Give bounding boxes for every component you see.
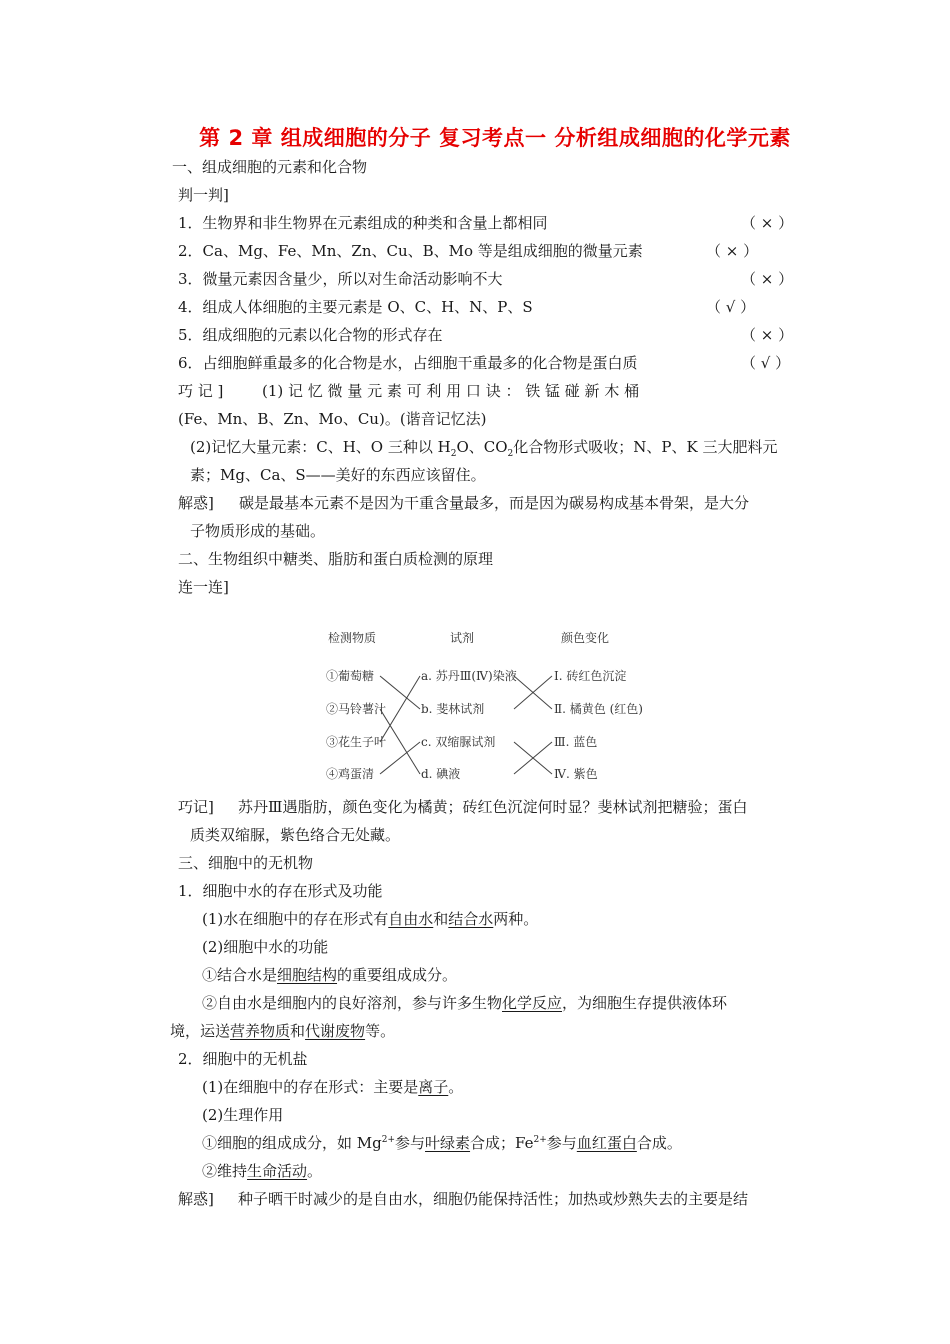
judge-mark-5: （ × ） [741,326,794,344]
mnemonic-2-line-2: 质类双缩脲，紫色络合无处藏。 [190,826,401,844]
puzzle-1-line-1: 碳是最基本元素不是因为干重含量最多，而是因为碳易构成基本骨架，是大分 [239,494,750,512]
mnemonic-1-line-3: (2)记忆大量元素：C、H、O 三种以 $H_2O$、$CO_2$化合物形式吸收；N、P、K 三大肥料元 [190,438,778,459]
substance-3: ③花生子叶 [326,735,387,749]
judge-item-5: 5．组成细胞的元素以化合物的形式存在 [178,326,443,344]
mnemonic-2-label: 巧记] [178,798,214,816]
salt-role-title: (2)生理作用 [202,1106,284,1124]
reagent-d: d. 碘液 [421,767,461,781]
mnemonic-1-line-1: (1) 记 忆 微 量 元 素 可 利 用 口 诀 ： 铁 锰 碰 新 木 桶 [262,382,640,400]
mnemonic-2-line-1: 苏丹Ⅲ遇脂肪，颜色变化为橘黄；砖红色沉淀何时显？斐林试剂把糖验；蛋白 [238,798,748,816]
judge-item-2: 2．Ca、Mg、Fe、Mn、Zn、Cu、B、Mo 等是组成细胞的微量元素 [178,242,643,260]
right-connection-lines [514,676,552,774]
water-function-1: ①结合水是细胞结构的重要组成成分。 [202,966,458,984]
mnemonic-1-line-2: (Fe、Mn、B、Zn、Mo、Cu)。(谐音记忆法) [178,410,487,428]
salt-role-1: ①细胞的组成成分，如 $Mg^{2+}$参与叶绿素合成；$Fe^{2+}$参与血红蛋白合成。 [202,1134,682,1152]
judge-mark-1: （ × ） [741,214,794,232]
salt-role-2: ②维持生命活动。 [202,1162,323,1180]
judge-mark-2: （ × ） [706,242,759,260]
water-function-2-cont: 境，运送营养物质和代谢废物等。 [170,1022,396,1040]
water-function-title: (2)细胞中水的功能 [202,938,329,956]
water-function-2: ②自由水是细胞内的良好溶剂，参与许多生物化学反应，为细胞生存提供液体环 [202,994,728,1012]
mnemonic-1-label: 巧 记 ] [178,382,224,400]
color-4: Ⅳ. 紫色 [554,767,598,781]
left-connection-lines [380,676,420,774]
color-3: Ⅲ. 蓝色 [554,735,598,749]
mnemonic-1-line-4: 素；Mg、Ca、S——美好的东西应该留住。 [190,466,486,484]
section-2-heading: 二、生物组织中糖类、脂肪和蛋白质检测的原理 [178,550,494,568]
puzzle-3-label: 解惑] [178,1190,214,1208]
judge-item-4: 4．组成人体细胞的主要元素是 O、C、H、N、P、S [178,298,533,316]
header-substance: 检测物质 [328,631,377,645]
salt-form: (1)在细胞中的存在形式：主要是离子。 [202,1078,464,1096]
puzzle-1-line-2: 子物质形成的基础。 [190,522,326,540]
judge-item-6: 6．占细胞鲜重最多的化合物是水，占细胞干重最多的化合物是蛋白质 [178,354,638,372]
water-title: 1．细胞中水的存在形式及功能 [178,882,383,900]
page-title: 第 2 章 组成细胞的分子 复习考点一 分析组成细胞的化学元素 [199,126,791,150]
substance-4: ④鸡蛋清 [326,767,375,781]
reagent-b: b. 斐林试剂 [421,702,485,716]
judge-mark-4: （ √ ） [706,298,756,316]
section-3-heading: 三、细胞中的无机物 [178,854,314,872]
section-1-sub: 判一判] [178,186,229,204]
section-1-heading: 一、组成细胞的元素和化合物 [172,158,368,176]
judge-mark-3: （ × ） [741,270,794,288]
judge-mark-6: （ √ ） [741,354,791,372]
color-2: Ⅱ. 橘黄色 (红色) [554,702,643,716]
header-color: 颜色变化 [561,631,610,645]
section-2-sub: 连一连] [178,578,229,596]
judge-item-1: 1．生物界和非生物界在元素组成的种类和含量上都相同 [178,214,548,232]
matching-diagram [318,622,668,792]
puzzle-1-label: 解惑] [178,494,214,512]
salt-title: 2．细胞中的无机盐 [178,1050,308,1068]
substance-1: ①葡萄糖 [326,669,375,683]
judge-item-3: 3．微量元素因含量少，所以对生命活动影响不大 [178,270,503,288]
reagent-c: c. 双缩脲试剂 [421,735,496,749]
water-forms: (1)水在细胞中的存在形式有自由水和结合水两种。 [202,910,539,928]
reagent-a: a. 苏丹Ⅲ(Ⅳ)染液 [421,669,517,683]
header-reagent: 试剂 [450,631,475,645]
substance-2: ②马铃薯汁 [326,702,387,716]
puzzle-3-line-1: 种子晒干时减少的是自由水，细胞仍能保持活性；加热或炒熟失去的主要是结 [238,1190,749,1208]
color-1: Ⅰ. 砖红色沉淀 [554,669,627,683]
